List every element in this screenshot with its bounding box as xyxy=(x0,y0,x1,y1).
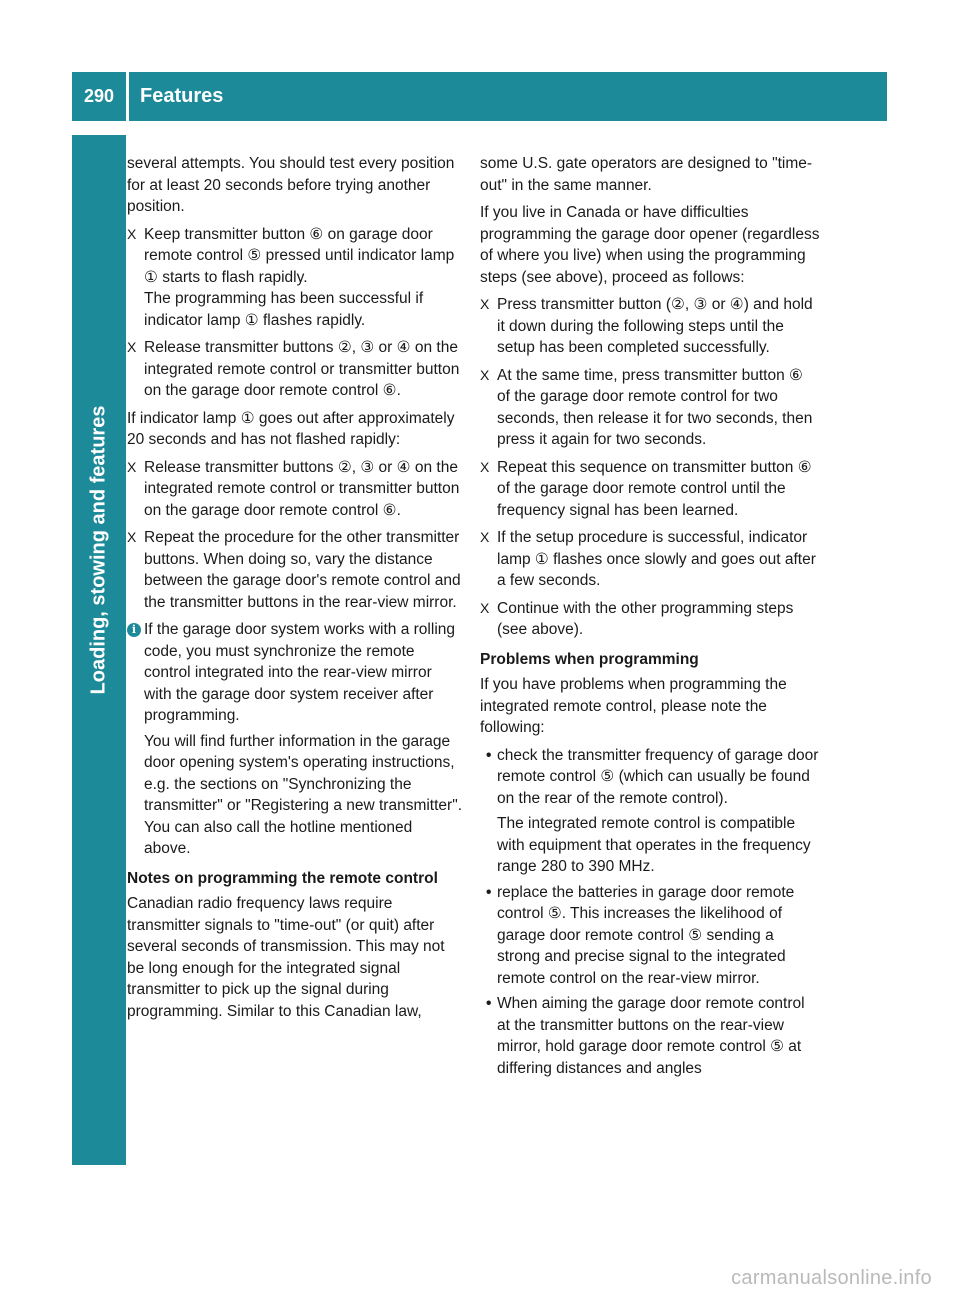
step-text: Repeat the procedure for the other transmitter buttons. When doing so, vary the distance between the garage door's remote control and the transmitter buttons in the rear-view mirror. xyxy=(144,529,461,611)
step-arrow-icon: X xyxy=(127,339,137,355)
note-text-2: You will find further information in the garage door opening system's operating instructions, e.g. the sections on "Synchronizing the transmitter" or "Registering a new transmitter". You can also call the hotline mentioned above. xyxy=(144,732,462,857)
step-text: At the same time, press transmitter button ⑥ of the garage door remote control for two seconds, then release it for two seconds, then press it again for two seconds. xyxy=(497,366,813,448)
step-item xyxy=(480,527,820,592)
step-text: Repeat this sequence on transmitter button ⑥ of the garage door remote control until the frequency signal has been learned. xyxy=(497,458,812,519)
step-item xyxy=(480,294,820,359)
info-note xyxy=(127,619,463,860)
step-item xyxy=(127,527,463,613)
step-arrow-icon: X xyxy=(480,296,490,312)
paragraph-text: If you live in Canada or have difficulties programming the garage door opener (regardless of where you live) when using the programming steps (see above), proceed as follows: xyxy=(480,204,820,286)
watermark: carmanualsonline.info xyxy=(731,1267,932,1289)
info-icon: i xyxy=(127,623,141,637)
body-text: Canadian radio frequency laws require transmitter signals to "time-out" (or quit) after several seconds of transmission. This may not be long enough for the integrated signal transmitter to pick up the signal during programming. Similar to this Canadian law, xyxy=(127,895,445,1020)
step-arrow-icon: X xyxy=(480,599,490,616)
step-arrow-icon: X xyxy=(127,225,137,242)
step-item xyxy=(127,337,463,402)
intro-text: If you have problems when programming the integrated remote control, please note the following: xyxy=(480,676,787,736)
header-divider xyxy=(126,72,129,121)
step-text: Press transmitter button (②, ③ or ④) and hold it down during the following steps until the setup has been completed successfully. xyxy=(497,296,813,356)
step-text: Continue with the other programming steps (see above). xyxy=(497,599,794,638)
bullet-text: replace the batteries in garage door remote control ⑤. This increases the likelihood of garage door remote control ⑤ sending a strong and precise signal to the integrated remote control on the rear-view mirror. xyxy=(497,883,795,987)
bullet-icon: • xyxy=(486,995,492,1012)
bullet-item xyxy=(480,993,820,1079)
step-item xyxy=(127,224,463,332)
intro-text: several attempts. You should test every position for at least 20 seconds before trying another position. xyxy=(127,155,455,215)
step-result: The programming has been successful if indicator lamp ① flashes rapidly. xyxy=(144,290,424,329)
step-arrow-icon: X xyxy=(480,366,490,383)
step-item xyxy=(480,598,820,641)
bullet-item xyxy=(480,882,820,990)
step-item xyxy=(480,457,820,522)
right-column xyxy=(480,153,820,1083)
step-item xyxy=(480,365,820,451)
step-arrow-icon: X xyxy=(127,529,137,545)
side-tab xyxy=(72,135,126,1165)
bullet-icon: • xyxy=(486,746,492,764)
bullet-text: When aiming the garage door remote control at the transmitter buttons on the rear-view mirror, hold garage door remote control ⑤ at differing distances and angles xyxy=(497,995,805,1077)
step-item xyxy=(127,457,463,522)
page-header xyxy=(72,72,887,121)
side-tab-label: Loading, stowing and features xyxy=(87,405,110,695)
continued-text: some U.S. gate operators are designed to "time-out" in the same manner. xyxy=(480,155,813,194)
step-text: Keep transmitter button ⑥ on garage door remote control ⑤ pressed until indicator lamp ① starts to flash rapidly. xyxy=(144,225,455,286)
bullet-subtext: The integrated remote control is compatible with equipment that operates in the frequency range 280 to 390 MHz. xyxy=(497,815,811,875)
condition-text: If indicator lamp ① goes out after approximately 20 seconds and has not flashed rapidly: xyxy=(127,409,455,448)
bullet-text: check the transmitter frequency of garage door remote control ⑤ (which can usually be found on the rear of the remote control). xyxy=(497,746,819,807)
note-text-1: If the garage door system works with a rolling code, you must synchronize the remote control integrated into the rear-view mirror with the garage door system receiver after programming. xyxy=(144,621,455,724)
step-text: If the setup procedure is successful, indicator lamp ① flashes once slowly and goes out after a few seconds. xyxy=(497,529,816,589)
step-arrow-icon: X xyxy=(127,458,137,475)
section-heading: Notes on programming the remote control xyxy=(127,869,438,887)
bullet-item xyxy=(480,745,820,878)
step-arrow-icon: X xyxy=(480,458,490,475)
left-column xyxy=(127,153,463,1028)
bullet-icon: • xyxy=(486,883,492,901)
page-number: 290 xyxy=(83,86,115,106)
section-title: Features xyxy=(140,85,224,107)
step-arrow-icon: X xyxy=(480,529,490,545)
section-heading: Problems when programming xyxy=(480,650,699,668)
step-text: Release transmitter buttons ②, ③ or ④ on the integrated remote control or transmitter button on the garage door remote control ⑥. xyxy=(144,458,460,519)
step-text: Release transmitter buttons ②, ③ or ④ on the integrated remote control or transmitter button on the garage door remote control ⑥. xyxy=(144,339,460,399)
